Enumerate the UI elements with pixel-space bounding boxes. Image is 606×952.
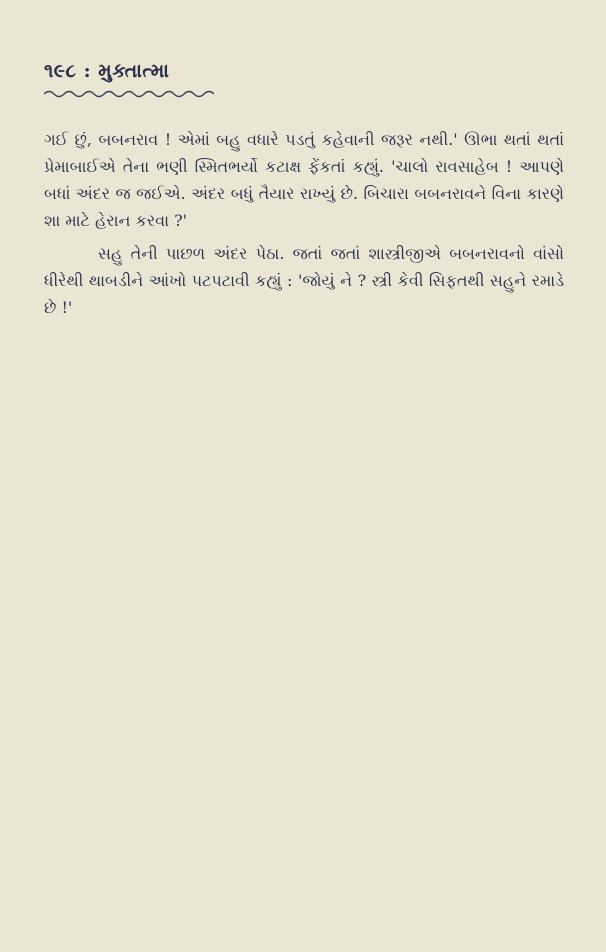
running-head bbox=[44, 60, 169, 82]
paragraph-1: ગઈ છું, બબનરાવ ! એમાં બહુ વધારે પડતું કહેવાની જરૂર નથી.' ઊભા થતાં થતાં પ્રેમાબાઈએ તેના ભણી સ્મિતભર્યો કટાક્ષ ફેંકતાં કહ્યું. 'ચાલો રાવસાહેબ ! આપણે બધાં અંદર જ જઈએ. અંદર બધું તૈયાર રાખ્યું છે. બિચારા બબનરાવને વિના કારણે શા માટે હેરાન કરવા ?' bbox=[44, 130, 564, 230]
page-number: ૧૯૮ bbox=[44, 60, 77, 82]
decorative-underline bbox=[44, 88, 214, 100]
body-text bbox=[44, 126, 564, 321]
paragraph-2: સહુ તેની પાછળ અંદર પેઠા. જતાં જતાં શાસ્ત્રીજીએ બબનરાવનો વાંસો ધીરેથી થાબડીને આંખો પટપટાવી કહ્યું : 'જોયું ને ? સ્ત્રી કેવી સિફતથી સહુને રમાડે છે !' bbox=[44, 244, 564, 317]
header-separator: : bbox=[83, 60, 92, 82]
book-title: મુક્તાત્મા bbox=[98, 60, 170, 82]
